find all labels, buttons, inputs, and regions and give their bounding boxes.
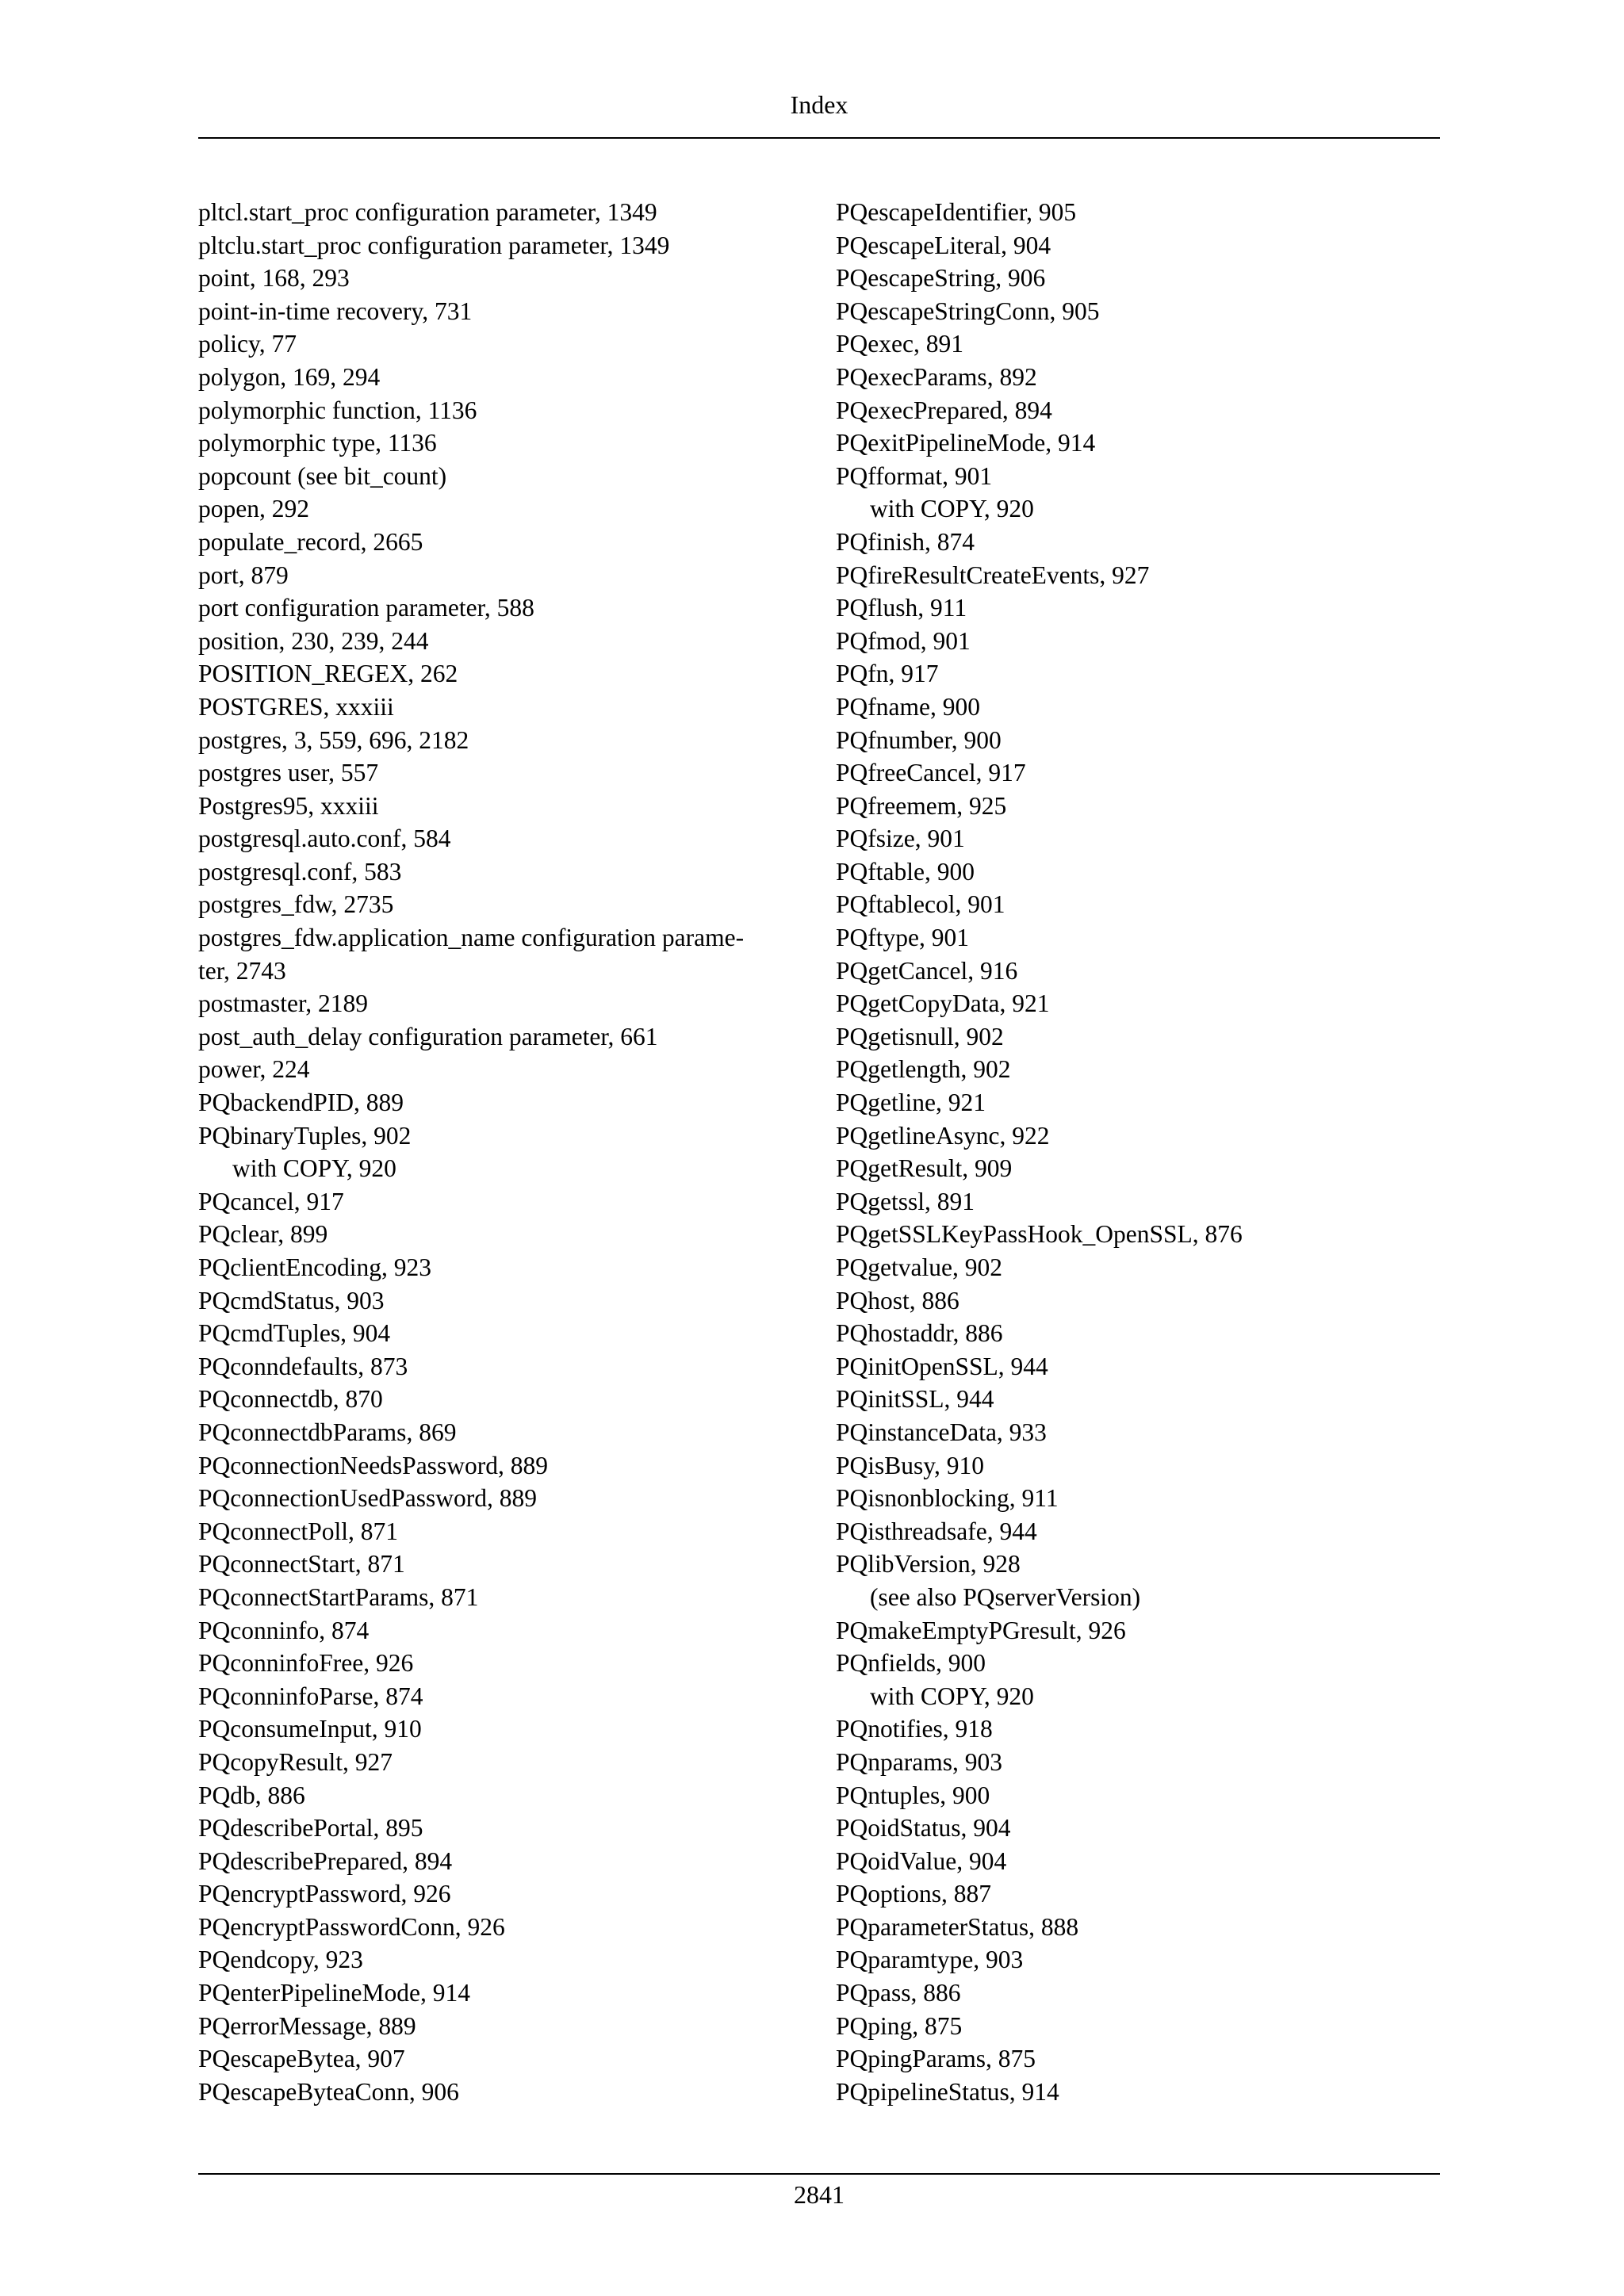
index-entry: PQgetline, 921: [836, 1089, 986, 1117]
index-entry: PQconnectionUsedPassword, 889: [198, 1484, 537, 1513]
index-entry: PQfformat, 901: [836, 461, 993, 490]
index-entry: polymorphic type, 1136: [198, 429, 437, 457]
index-entry: PQdb, 886: [198, 1781, 305, 1809]
index-subentry: with COPY, 920: [870, 495, 1034, 523]
index-entry: port configuration parameter, 588: [198, 594, 534, 622]
index-entry: PQhostaddr, 886: [836, 1319, 1003, 1348]
index-entry: PQgetCopyData, 921: [836, 989, 1050, 1018]
index-entry: PQgetSSLKeyPassHook_OpenSSL, 876: [836, 1220, 1243, 1249]
header-rule: [198, 137, 1440, 139]
index-entry: PQpingParams, 875: [836, 2045, 1036, 2073]
index-entry: PQconnectStart, 871: [198, 1550, 405, 1578]
index-entry: PQcmdStatus, 903: [198, 1286, 385, 1314]
index-entry: PQenterPipelineMode, 914: [198, 1979, 470, 2007]
index-entry: PQinitSSL, 944: [836, 1385, 994, 1414]
index-entry: PQclear, 899: [198, 1220, 328, 1249]
index-entry: PQgetisnull, 902: [836, 1022, 1004, 1050]
index-entry: populate_record, 2665: [198, 527, 423, 556]
index-entry: postgres_fdw.application_name configuration parame-: [198, 924, 745, 952]
index-entry: PQcmdTuples, 904: [198, 1319, 391, 1348]
index-entry: PQcancel, 917: [198, 1187, 344, 1215]
index-entry: PQfsize, 901: [836, 825, 965, 853]
index-entry: PQfmod, 901: [836, 626, 971, 655]
index-entry: PQescapeBytea, 907: [198, 2045, 405, 2073]
index-entry: popcount (see bit_count): [198, 461, 447, 490]
index-entry: PQescapeByteaConn, 906: [198, 2077, 459, 2106]
index-entry: point, 168, 293: [198, 264, 350, 293]
index-entry: PQisthreadsafe, 944: [836, 1517, 1037, 1545]
index-entry: PQgetssl, 891: [836, 1187, 975, 1215]
index-entry: PQnfields, 900: [836, 1649, 986, 1678]
index-entry: PQconnectdbParams, 869: [198, 1418, 457, 1446]
index-entry: PQexecPrepared, 894: [836, 396, 1052, 424]
footer-rule: [198, 2173, 1440, 2175]
index-entry: point-in-time recovery, 731: [198, 297, 473, 325]
page-header: Index: [790, 90, 848, 119]
index-entry: PQconninfoParse, 874: [198, 1682, 423, 1710]
index-entry: port, 879: [198, 561, 289, 589]
index-entry: postmaster, 2189: [198, 989, 368, 1018]
index-entry: PQfreemem, 925: [836, 791, 1007, 820]
index-entry: PQpipelineStatus, 914: [836, 2077, 1059, 2106]
index-entry: position, 230, 239, 244: [198, 626, 429, 655]
index-column-right: [836, 196, 1438, 2108]
index-entry: PQlibVersion, 928: [836, 1550, 1021, 1578]
index-entry: popen, 292: [198, 495, 309, 523]
index-subentry: with COPY, 920: [870, 1682, 1034, 1710]
index-entry: PQerrorMessage, 889: [198, 2011, 416, 2040]
index-entry: POSTGRES, xxxiii: [198, 692, 394, 721]
index-entry: PQclientEncoding, 923: [198, 1253, 431, 1281]
index-entry: PQinitOpenSSL, 944: [836, 1352, 1048, 1380]
index-entry: PQdescribePortal, 895: [198, 1814, 423, 1843]
index-entry: postgres user, 557: [198, 759, 379, 787]
index-entry: PQisBusy, 910: [836, 1451, 985, 1479]
index-entry: PQconninfoFree, 926: [198, 1649, 414, 1678]
index-entry: PQconnectPoll, 871: [198, 1517, 398, 1545]
index-entry: policy, 77: [198, 330, 297, 358]
index-entry: pltcl.start_proc configuration parameter, 1349: [198, 198, 657, 226]
index-entry: post_auth_delay configuration parameter, 661: [198, 1022, 658, 1050]
index-subentry: with COPY, 920: [232, 1154, 396, 1183]
index-entry: PQftable, 900: [836, 857, 975, 886]
index-entry: pltclu.start_proc configuration parameter, 1349: [198, 231, 670, 259]
index-entry: PQoptions, 887: [836, 1880, 992, 1908]
page-number: 2841: [794, 2180, 845, 2209]
index-entry: PQconnectdb, 870: [198, 1385, 383, 1414]
index-entry: postgres_fdw, 2735: [198, 890, 394, 919]
index-entry: PQconnectStartParams, 871: [198, 1582, 479, 1611]
index-entry: power, 224: [198, 1055, 310, 1084]
index-entry: PQpass, 886: [836, 1979, 961, 2007]
index-entry: Postgres95, xxxiii: [198, 791, 379, 820]
index-entry: postgresql.conf, 583: [198, 857, 402, 886]
index-entry: PQfreeCancel, 917: [836, 759, 1026, 787]
index-entry: PQencryptPasswordConn, 926: [198, 1912, 505, 1941]
index-entry: PQconndefaults, 873: [198, 1352, 408, 1380]
index-entry: PQexec, 891: [836, 330, 963, 358]
index-entry: PQping, 875: [836, 2011, 963, 2040]
index-entry: PQparamtype, 903: [836, 1946, 1024, 1974]
index-entry: PQhost, 886: [836, 1286, 959, 1314]
index-entry: PQexitPipelineMode, 914: [836, 429, 1096, 457]
index-entry: PQmakeEmptyPGresult, 926: [836, 1616, 1126, 1644]
index-entry: PQbackendPID, 889: [198, 1089, 404, 1117]
index-entry: PQntuples, 900: [836, 1781, 990, 1809]
index-entry: PQfname, 900: [836, 692, 980, 721]
index-entry: PQinstanceData, 933: [836, 1418, 1047, 1446]
index-entry: PQbinaryTuples, 902: [198, 1121, 412, 1150]
index-entry: PQparameterStatus, 888: [836, 1912, 1079, 1941]
index-entry: PQgetResult, 909: [836, 1154, 1013, 1183]
index-entry: PQescapeLiteral, 904: [836, 231, 1051, 259]
index-entry: polymorphic function, 1136: [198, 396, 477, 424]
index-entry: PQftype, 901: [836, 924, 969, 952]
index-entry: PQoidValue, 904: [836, 1846, 1007, 1875]
index-entry: PQflush, 911: [836, 594, 967, 622]
index-entry: PQnotifies, 918: [836, 1715, 993, 1743]
index-entry: postgres, 3, 559, 696, 2182: [198, 725, 469, 754]
index-entry: PQgetlineAsync, 922: [836, 1121, 1050, 1150]
index-entry: PQfnumber, 900: [836, 725, 1002, 754]
index-entry: PQconninfo, 874: [198, 1616, 370, 1644]
index-entry: PQcopyResult, 927: [198, 1747, 393, 1776]
index-entry: ter, 2743: [198, 956, 286, 985]
index-entry: PQoidStatus, 904: [836, 1814, 1011, 1843]
index-subentry: (see also PQserverVersion): [870, 1582, 1141, 1611]
index-column-left: [198, 196, 809, 2108]
index-entry: PQescapeIdentifier, 905: [836, 198, 1077, 226]
index-entry: POSITION_REGEX, 262: [198, 660, 458, 688]
index-entry: PQgetlength, 902: [836, 1055, 1011, 1084]
index-entry: PQftablecol, 901: [836, 890, 1005, 919]
index-entry: PQgetCancel, 916: [836, 956, 1018, 985]
index-entry: PQdescribePrepared, 894: [198, 1846, 453, 1875]
index-entry: PQfn, 917: [836, 660, 939, 688]
index-entry: PQfinish, 874: [836, 527, 975, 556]
index-entry: PQencryptPassword, 926: [198, 1880, 451, 1908]
index-entry: polygon, 169, 294: [198, 362, 381, 391]
index-entry: PQexecParams, 892: [836, 362, 1037, 391]
index-entry: PQendcopy, 923: [198, 1946, 363, 1974]
index-entry: PQgetvalue, 902: [836, 1253, 1002, 1281]
index-entry: PQfireResultCreateEvents, 927: [836, 561, 1150, 589]
index-entry: PQisnonblocking, 911: [836, 1484, 1059, 1513]
index-entry: PQconnectionNeedsPassword, 889: [198, 1451, 548, 1479]
index-entry: PQnparams, 903: [836, 1747, 1002, 1776]
index-entry: PQconsumeInput, 910: [198, 1715, 422, 1743]
index-entry: PQescapeString, 906: [836, 264, 1046, 293]
index-entry: PQescapeStringConn, 905: [836, 297, 1100, 325]
index-entry: postgresql.auto.conf, 584: [198, 825, 451, 853]
